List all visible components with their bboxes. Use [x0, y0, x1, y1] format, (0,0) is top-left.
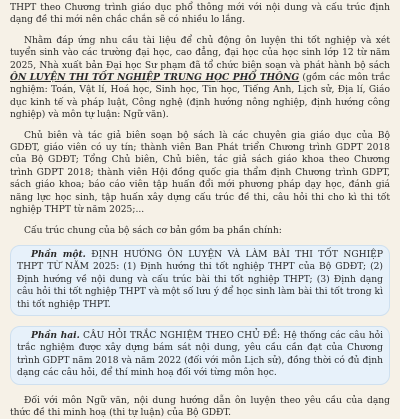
- part-two-box: [10, 326, 390, 385]
- paragraph-intro-end: THPT theo Chương trình giáo dục phổ thông mới với nội dung và cấu trúc định dạng đề thi mới nên chắc chắn sẽ có nhiều lo lắng.: [10, 3, 390, 26]
- part-one-paragraph: [17, 249, 383, 311]
- part-two-label: Phần hai.: [31, 329, 80, 341]
- part-one-box: [10, 245, 390, 316]
- part-two-paragraph: [17, 330, 383, 380]
- paragraph-purpose-text-a: Nhằm đáp ứng nhu cầu tài liệu để chủ động ôn luyện thi tốt nghiệp và xét tuyển sinh vào các trường đại học, cao đẳng, đại học của học sinh lớp 12 từ năm 2025, Nhà xuất bản Đại học Sư phạm đã tổ chức biên soạn và phát hành bộ sách: [10, 35, 390, 71]
- document-page: [0, 2, 400, 418]
- book-series-title: ÔN LUYỆN THI TỐT NGHIỆP TRUNG HỌC PHỔ THÔNG: [10, 72, 300, 84]
- part-one-label: Phần một.: [31, 248, 86, 260]
- paragraph-purpose: [10, 35, 390, 122]
- part-two-body: CÂU HỎI TRẮC NGHIỆM THEO CHỦ ĐỀ: Hệ thống các câu hỏi trắc nghiệm được xây dựng bám sát nội dung, yêu cầu cần đạt của Chương trình GDPT năm 2018 và năm 2022 (đối với môn Lịch sử), đồng thời có đủ định dạng các câu hỏi, để thí minh hoạ đối với từng môn học.: [17, 330, 383, 379]
- paragraph-literature-note: Đối với môn Ngữ văn, nội dung hướng dẫn ôn luyện theo yêu cầu của dạng thức đề thi minh hoạ (thi tự luận) của Bộ GDĐT.: [10, 395, 390, 418]
- paragraph-structure-intro: Cấu trúc chung của bộ sách cơ bản gồm ba phần chính:: [24, 225, 282, 236]
- paragraph-purpose-text-b: (gồm các môn trắc nghiệm: Toán, Vật lí, Hoá học, Sinh học, Tin học, Tiếng Anh, Lịch sử, Địa lí, Giáo dục kinh tế và pháp luật, Công nghệ (định hướng nông nghiệp, định hướng công nghiệp) và môn tự luận: Ngữ văn).: [10, 73, 390, 121]
- paragraph-authors: Chủ biên và tác giả biên soạn bộ sách là các chuyên gia giáo dục của Bộ GDĐT, giáo viên có uy tín; thành viên Ban Phát triển Chương trình GDPT 2018 của Bộ GDĐT; Tổng Chủ biên, Chủ biên, tác giả sách giáo khoa theo Chương trình GDPT 2018; thành viên Hội đồng quốc gia thẩm định Chương trình GDPT, sách giáo khoa; báo cáo viên tập huấn đổi mới phương pháp dạy học, đánh giá năng lực học sinh, tập huấn xây dựng cấu trúc đề thi, câu hỏi thi cho kì thi tốt nghiệp THPT từ năm 2025;...: [10, 130, 390, 216]
- part-one-body: ĐỊNH HƯỚNG ÔN LUYỆN VÀ LÀM BÀI THI TỐT NGHIỆP THPT TỪ NĂM 2025: (1) Định hướng thi tốt nghiệp THPT của Bộ GDĐT; (2) Định hướng về nội dung và cấu trúc bài thi tốt nghiệp THPT; (3) Định dạng câu hỏi thi tốt nghiệp THPT và một số lưu ý để học sinh làm bài thi tốt trong kì thi tốt nghiệp THPT.: [17, 249, 383, 310]
